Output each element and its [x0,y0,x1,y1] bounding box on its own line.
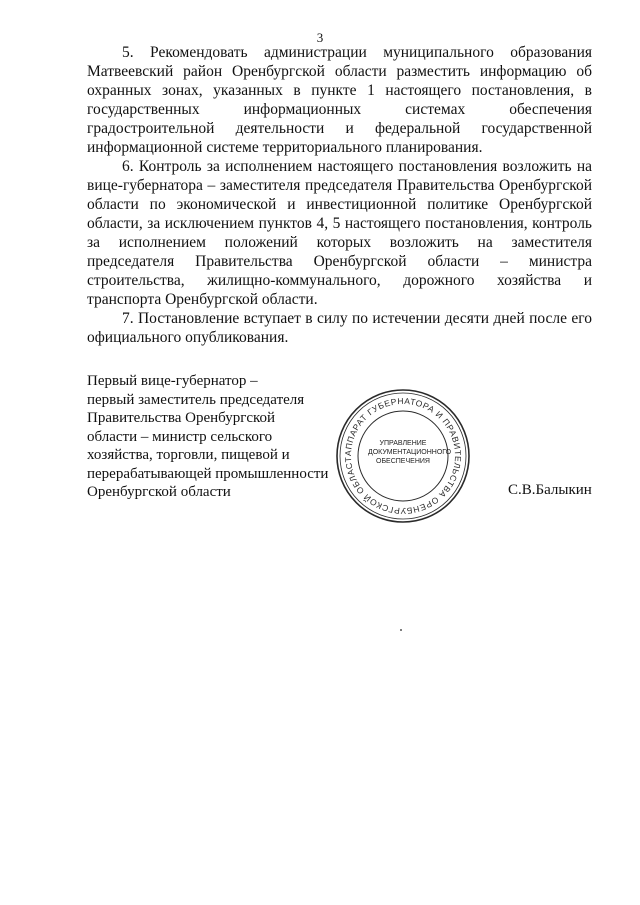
stamp-inner-line: ОБЕСПЕЧЕНИЯ [376,458,430,465]
signer-name: С.В.Балыкин [508,482,592,498]
stamp-ring-text: АППАРАТ ГУБЕРНАТОРА И ПРАВИТЕЛЬСТВА ОРЕНБУРГСКОЙ ОБЛАСТ [342,395,464,517]
signatory-title [87,372,347,502]
signatory-line: первый заместитель председателя [87,391,305,408]
signatory-line: хозяйства, торговли, пищевой и [87,447,290,463]
stamp-inner-line: УПРАВЛЕНИЕ [379,440,427,447]
official-stamp [333,386,473,526]
signatory-line: области – министр сельского [87,428,273,445]
page-number: 3 [316,30,324,45]
paragraph-6: 6. Контроль за исполнением настоящего постановления возложить на вице-губернатора – заместителя председателя Правительства Оренбургской области по экономической и инвестиционной политике Оренбургской области, за исключением пунктов 4, 5 настоящего постановления, контроль за исполнением положений которых возложить на заместителя председателя Правительства Оренбургской области – министра строительства, жилищно-коммунального, дорожного хозяйства и транспорта Оренбургской области. [87,158,592,308]
signatory-line: перерабатывающей промышленности [87,465,329,482]
signatory-line: Первый вице-губернатор – [87,373,258,389]
signatory-line: Оренбургской области [87,484,231,500]
signatory-line: Правительства Оренбургской [87,410,276,426]
paragraph-5: 5. Рекомендовать администрации муниципального образования Матвеевский район Оренбургской области разместить информацию об охранных зонах, указанных в пункте 1 настоящего постановления, в государственных информационных системах обеспечения градостроительной деятельности и федеральной государственной информационной системе территориального планирования. [87,44,592,156]
stamp-inner-line: ДОКУМЕНТАЦИОННОГО [368,449,452,456]
stamp-inner-text [368,439,452,466]
paragraph-7: 7. Постановление вступает в силу по истечении десяти дней после его официального опубликования. [87,310,592,346]
document-body [87,43,592,347]
scan-speck [400,629,402,631]
